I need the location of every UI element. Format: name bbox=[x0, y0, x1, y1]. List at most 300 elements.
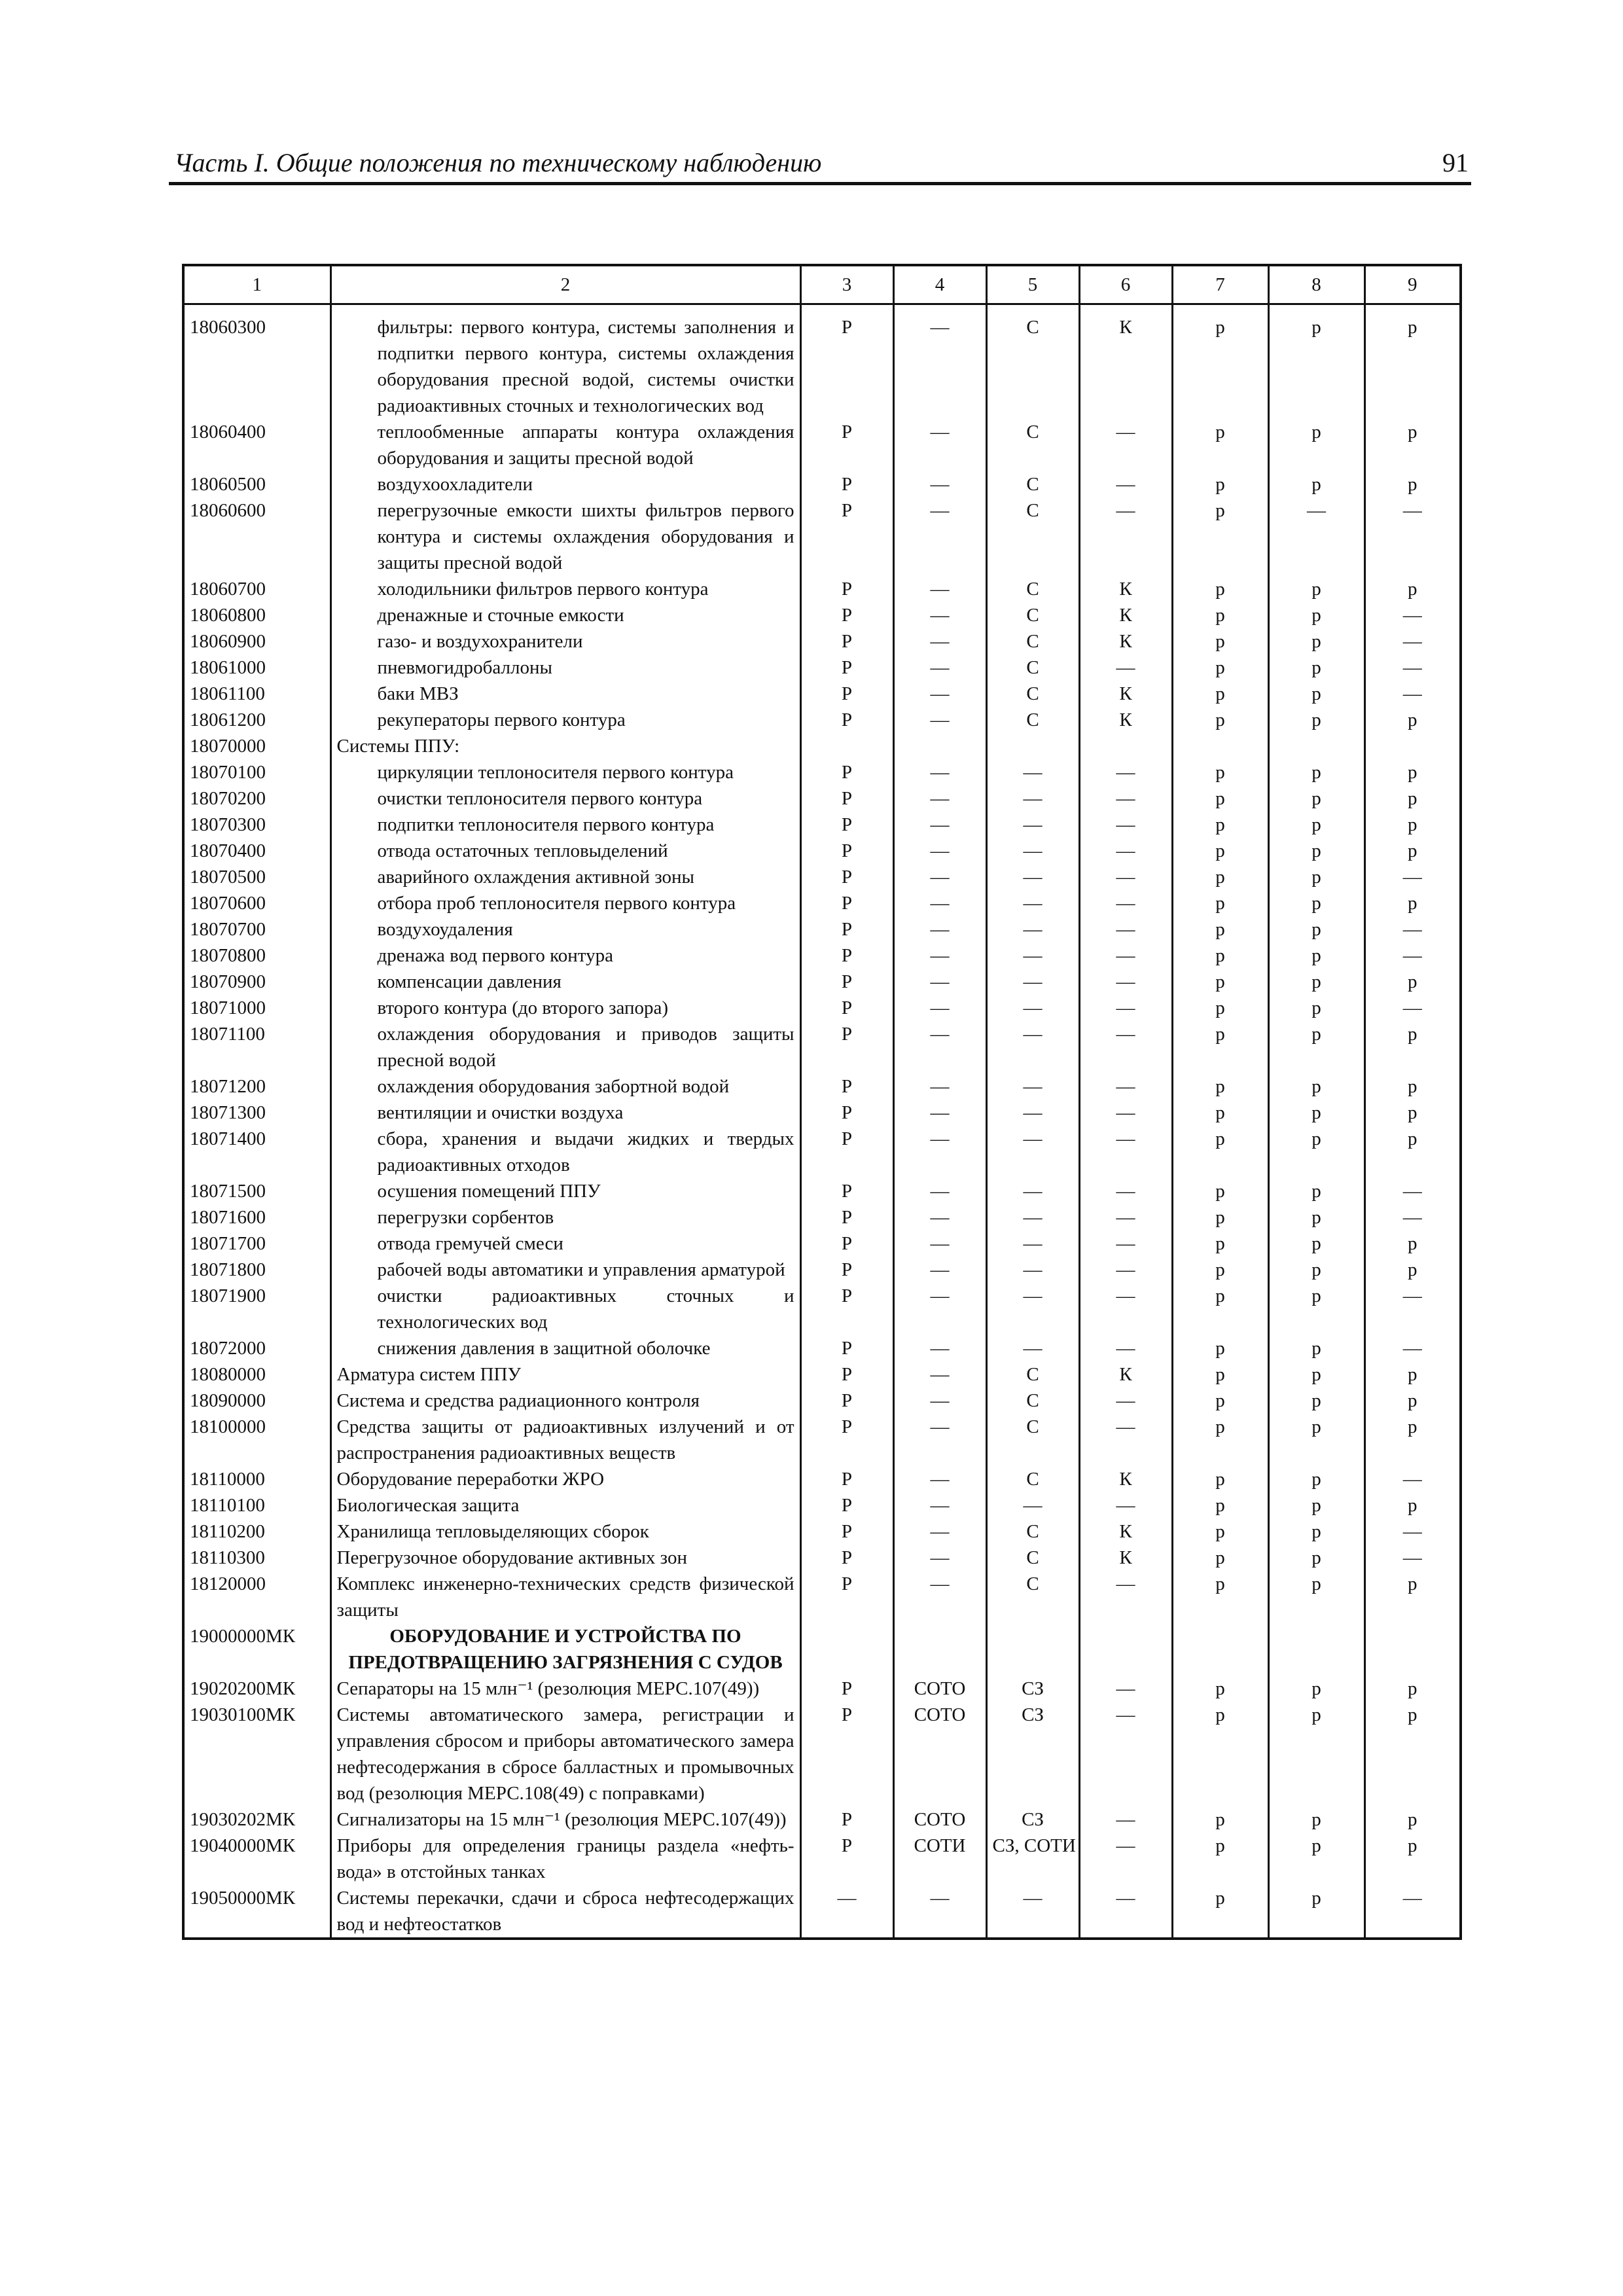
item-code: 18071800 bbox=[190, 1259, 266, 1280]
survey-cell-col5: С bbox=[986, 655, 1079, 681]
item-name: Средства защиты от радиоактивных излучений и от распространения радиоактивных веществ bbox=[330, 1414, 800, 1466]
item-code: 18070800 bbox=[190, 945, 266, 966]
item-code: 18071100 bbox=[190, 1024, 265, 1045]
survey-cell-col6: К bbox=[1079, 628, 1172, 655]
survey-cell-col7: р bbox=[1172, 1518, 1268, 1545]
item-name: циркуляции теплоносителя первого контура bbox=[330, 759, 800, 785]
survey-cell-col9: р bbox=[1364, 304, 1461, 420]
survey-cell-col9: р bbox=[1364, 1021, 1461, 1073]
survey-cell-col7: р bbox=[1172, 942, 1268, 969]
survey-cell-col3 bbox=[800, 1623, 893, 1676]
survey-cell-col7: р bbox=[1172, 1388, 1268, 1414]
survey-cell-col4: СОТИ bbox=[893, 1833, 986, 1885]
table-row bbox=[183, 1073, 1461, 1100]
survey-cell-col5: — bbox=[986, 1100, 1079, 1126]
survey-cell-col8: р bbox=[1268, 1833, 1364, 1885]
survey-cell-col4: — bbox=[893, 969, 986, 995]
item-name: подпитки теплоносителя первого контура bbox=[330, 812, 800, 838]
table-row bbox=[183, 1204, 1461, 1230]
survey-cell-col9: р bbox=[1364, 812, 1461, 838]
survey-cell-col4: — bbox=[893, 1466, 986, 1492]
survey-cell-col8: р bbox=[1268, 602, 1364, 628]
item-code: 18090000 bbox=[190, 1390, 266, 1411]
item-name: Системы перекачки, сдачи и сброса нефтесодержащих вод и нефтеостатков bbox=[330, 1885, 800, 1939]
item-code: 18070500 bbox=[190, 867, 266, 888]
table-row bbox=[183, 759, 1461, 785]
survey-cell-col3: Р bbox=[800, 576, 893, 602]
survey-cell-col6: — bbox=[1079, 942, 1172, 969]
survey-cell-col9: р bbox=[1364, 419, 1461, 471]
survey-cell-col9: р bbox=[1364, 1361, 1461, 1388]
item-name: Арматура систем ППУ bbox=[330, 1361, 800, 1388]
survey-cell-col6: — bbox=[1079, 1885, 1172, 1939]
survey-cell-col9: — bbox=[1364, 916, 1461, 942]
table-row bbox=[183, 838, 1461, 864]
survey-cell-col9: р bbox=[1364, 1100, 1461, 1126]
survey-cell-col5: — bbox=[986, 1178, 1079, 1204]
survey-cell-col3: Р bbox=[800, 1571, 893, 1623]
survey-cell-col5: С bbox=[986, 1545, 1079, 1571]
item-name: воздухоудаления bbox=[330, 916, 800, 942]
item-name: холодильники фильтров первого контура bbox=[330, 576, 800, 602]
survey-cell-col8: р bbox=[1268, 628, 1364, 655]
item-name: отвода остаточных тепловыделений bbox=[330, 838, 800, 864]
survey-cell-col4: — bbox=[893, 628, 986, 655]
survey-cell-col8: р bbox=[1268, 1100, 1364, 1126]
survey-cell-col8 bbox=[1268, 1623, 1364, 1676]
table-row bbox=[183, 890, 1461, 916]
survey-cell-col4: — bbox=[893, 497, 986, 576]
survey-cell-col8: р bbox=[1268, 1806, 1364, 1833]
survey-cell-col9: р bbox=[1364, 1073, 1461, 1100]
item-code: 18061100 bbox=[190, 683, 265, 704]
survey-cell-col3: Р bbox=[800, 304, 893, 420]
item-name: Система и средства радиационного контроля bbox=[330, 1388, 800, 1414]
survey-cell-col4: — bbox=[893, 1073, 986, 1100]
survey-cell-col6: К bbox=[1079, 1545, 1172, 1571]
survey-cell-col8: р bbox=[1268, 1545, 1364, 1571]
survey-cell-col7: р bbox=[1172, 655, 1268, 681]
survey-cell-col4: — bbox=[893, 655, 986, 681]
survey-cell-col4: — bbox=[893, 1204, 986, 1230]
survey-cell-col8: р bbox=[1268, 942, 1364, 969]
survey-cell-col9: — bbox=[1364, 497, 1461, 576]
item-name: воздухоохладители bbox=[330, 471, 800, 497]
item-name: Оборудование переработки ЖРО bbox=[330, 1466, 800, 1492]
survey-cell-col4: — bbox=[893, 1283, 986, 1335]
table-row bbox=[183, 995, 1461, 1021]
item-name: вентиляции и очистки воздуха bbox=[330, 1100, 800, 1126]
survey-cell-col4: — bbox=[893, 942, 986, 969]
table-row bbox=[183, 1676, 1461, 1702]
survey-cell-col8: р bbox=[1268, 576, 1364, 602]
survey-cell-col8: р bbox=[1268, 304, 1364, 420]
table-row bbox=[183, 471, 1461, 497]
item-name: теплообменные аппараты контура охлаждения оборудования и защиты пресной водой bbox=[330, 419, 800, 471]
item-code: 18071600 bbox=[190, 1207, 266, 1228]
table-row bbox=[183, 602, 1461, 628]
survey-cell-col3: Р bbox=[800, 838, 893, 864]
item-code: 18060700 bbox=[190, 579, 266, 600]
survey-cell-col9: р bbox=[1364, 838, 1461, 864]
survey-cell-col9: — bbox=[1364, 1545, 1461, 1571]
survey-cell-col7: р bbox=[1172, 1806, 1268, 1833]
survey-cell-col6: — bbox=[1079, 1100, 1172, 1126]
survey-cell-col4: — bbox=[893, 1230, 986, 1257]
survey-cell-col8: р bbox=[1268, 1230, 1364, 1257]
survey-cell-col8: р bbox=[1268, 1702, 1364, 1806]
survey-cell-col5: — bbox=[986, 1021, 1079, 1073]
survey-cell-col6: — bbox=[1079, 419, 1172, 471]
survey-cell-col5: — bbox=[986, 1230, 1079, 1257]
survey-cell-col4: — bbox=[893, 812, 986, 838]
survey-cell-col3: Р bbox=[800, 628, 893, 655]
item-code: 18072000 bbox=[190, 1338, 266, 1359]
survey-cell-col3: Р bbox=[800, 1283, 893, 1335]
item-code: 18071000 bbox=[190, 997, 266, 1018]
table-row bbox=[183, 942, 1461, 969]
survey-cell-col4: — bbox=[893, 1492, 986, 1518]
survey-cell-col7: р bbox=[1172, 1100, 1268, 1126]
survey-cell-col9: р bbox=[1364, 471, 1461, 497]
survey-cell-col5: — bbox=[986, 942, 1079, 969]
survey-cell-col8: р bbox=[1268, 1676, 1364, 1702]
survey-cell-col6: К bbox=[1079, 1518, 1172, 1545]
table-row bbox=[183, 497, 1461, 576]
item-code: 18120000 bbox=[190, 1573, 266, 1594]
survey-cell-col7: р bbox=[1172, 304, 1268, 420]
survey-cell-col5: — bbox=[986, 759, 1079, 785]
survey-cell-col8: р bbox=[1268, 1204, 1364, 1230]
survey-cell-col6: — bbox=[1079, 497, 1172, 576]
item-code: 18060800 bbox=[190, 605, 266, 626]
survey-cell-col7: р bbox=[1172, 681, 1268, 707]
survey-cell-col6: — bbox=[1079, 471, 1172, 497]
survey-cell-col5: С bbox=[986, 628, 1079, 655]
survey-cell-col8: р bbox=[1268, 1021, 1364, 1073]
survey-cell-col3: Р bbox=[800, 1414, 893, 1466]
survey-cell-col6: К bbox=[1079, 707, 1172, 733]
survey-cell-col4: — bbox=[893, 576, 986, 602]
survey-cell-col4: — bbox=[893, 1257, 986, 1283]
item-name: отбора проб теплоносителя первого контура bbox=[330, 890, 800, 916]
survey-cell-col3: Р bbox=[800, 655, 893, 681]
survey-cell-col7: р bbox=[1172, 628, 1268, 655]
survey-cell-col5 bbox=[986, 733, 1079, 759]
survey-cell-col8: р bbox=[1268, 916, 1364, 942]
survey-cell-col7: р bbox=[1172, 1335, 1268, 1361]
survey-cell-col9: р bbox=[1364, 1414, 1461, 1466]
table-row bbox=[183, 1021, 1461, 1073]
table-body bbox=[183, 304, 1461, 1939]
table-row bbox=[183, 1833, 1461, 1885]
survey-cell-col8: р bbox=[1268, 838, 1364, 864]
survey-cell-col9: — bbox=[1364, 942, 1461, 969]
survey-cell-col3: Р bbox=[800, 942, 893, 969]
survey-cell-col3: Р bbox=[800, 471, 893, 497]
item-name: Сепараторы на 15 млн⁻¹ (резолюция МЕРС.107(49)) bbox=[330, 1676, 800, 1702]
survey-cell-col7: р bbox=[1172, 497, 1268, 576]
survey-cell-col7: р bbox=[1172, 1414, 1268, 1466]
table-row bbox=[183, 1283, 1461, 1335]
item-code: 18071300 bbox=[190, 1102, 266, 1123]
table-row bbox=[183, 1571, 1461, 1623]
survey-cell-col4: — bbox=[893, 304, 986, 420]
survey-cell-col6: — bbox=[1079, 655, 1172, 681]
survey-cell-col6: — bbox=[1079, 995, 1172, 1021]
survey-cell-col5: — bbox=[986, 812, 1079, 838]
survey-cell-col9: — bbox=[1364, 1335, 1461, 1361]
survey-cell-col8: р bbox=[1268, 1571, 1364, 1623]
survey-cell-col8: р bbox=[1268, 1466, 1364, 1492]
item-code: 18070000 bbox=[190, 736, 266, 757]
survey-cell-col8: р bbox=[1268, 995, 1364, 1021]
survey-cell-col8: р bbox=[1268, 1492, 1364, 1518]
survey-cell-col4: — bbox=[893, 995, 986, 1021]
survey-cell-col4: — bbox=[893, 1178, 986, 1204]
item-name: второго контура (до второго запора) bbox=[330, 995, 800, 1021]
survey-cell-col5: — bbox=[986, 969, 1079, 995]
survey-cell-col7: р bbox=[1172, 759, 1268, 785]
survey-cell-col8: р bbox=[1268, 655, 1364, 681]
survey-cell-col5: СЗ bbox=[986, 1676, 1079, 1702]
survey-cell-col8: р bbox=[1268, 1073, 1364, 1100]
column-header: 9 bbox=[1364, 265, 1461, 304]
survey-cell-col5: — bbox=[986, 890, 1079, 916]
survey-cell-col9: р bbox=[1364, 1571, 1461, 1623]
survey-cell-col7 bbox=[1172, 1623, 1268, 1676]
survey-cell-col5: С bbox=[986, 576, 1079, 602]
survey-cell-col8: — bbox=[1268, 497, 1364, 576]
survey-cell-col5: — bbox=[986, 1283, 1079, 1335]
survey-cell-col3: Р bbox=[800, 1492, 893, 1518]
survey-cell-col3: Р bbox=[800, 812, 893, 838]
column-header: 6 bbox=[1079, 265, 1172, 304]
table-row bbox=[183, 1230, 1461, 1257]
item-code: 18110200 bbox=[190, 1521, 265, 1542]
item-name: охлаждения оборудования и приводов защиты пресной водой bbox=[330, 1021, 800, 1073]
survey-cell-col7: р bbox=[1172, 1676, 1268, 1702]
item-name: рабочей воды автоматики и управления арматурой bbox=[330, 1257, 800, 1283]
survey-cell-col9: р bbox=[1364, 1833, 1461, 1885]
survey-cell-col6: — bbox=[1079, 1702, 1172, 1806]
item-name: пневмогидробаллоны bbox=[330, 655, 800, 681]
survey-cell-col9: р bbox=[1364, 1676, 1461, 1702]
survey-cell-col5: — bbox=[986, 864, 1079, 890]
survey-cell-col8: р bbox=[1268, 969, 1364, 995]
survey-cell-col9: р bbox=[1364, 969, 1461, 995]
survey-cell-col3: Р bbox=[800, 1833, 893, 1885]
survey-cell-col9: — bbox=[1364, 1204, 1461, 1230]
survey-cell-col9 bbox=[1364, 1623, 1461, 1676]
item-name: охлаждения оборудования забортной водой bbox=[330, 1073, 800, 1100]
survey-cell-col9: р bbox=[1364, 576, 1461, 602]
survey-cell-col6: — bbox=[1079, 1571, 1172, 1623]
item-name: осушения помещений ППУ bbox=[330, 1178, 800, 1204]
survey-cell-col3: Р bbox=[800, 1335, 893, 1361]
survey-cell-col5: СЗ bbox=[986, 1806, 1079, 1833]
survey-cell-col9: — bbox=[1364, 602, 1461, 628]
item-name: дренажа вод первого контура bbox=[330, 942, 800, 969]
item-code: 18070200 bbox=[190, 788, 266, 809]
table-row bbox=[183, 1257, 1461, 1283]
survey-cell-col5: — bbox=[986, 1885, 1079, 1939]
survey-cell-col3: Р bbox=[800, 1178, 893, 1204]
survey-cell-col3: Р bbox=[800, 1230, 893, 1257]
survey-cell-col7: р bbox=[1172, 576, 1268, 602]
survey-cell-col3: Р bbox=[800, 890, 893, 916]
survey-cell-col5: С bbox=[986, 681, 1079, 707]
survey-cell-col7: р bbox=[1172, 1126, 1268, 1178]
survey-cell-col6: — bbox=[1079, 864, 1172, 890]
survey-cell-col6: — bbox=[1079, 1021, 1172, 1073]
survey-cell-col9: р bbox=[1364, 890, 1461, 916]
survey-cell-col5: С bbox=[986, 707, 1079, 733]
survey-cell-col5: — bbox=[986, 995, 1079, 1021]
survey-cell-col3: Р bbox=[800, 1257, 893, 1283]
section-heading: ОБОРУДОВАНИЕ И УСТРОЙСТВА ПО ПРЕДОТВРАЩЕНИЮ ЗАГРЯЗНЕНИЯ С СУДОВ bbox=[330, 1623, 800, 1676]
survey-cell-col3: Р bbox=[800, 1676, 893, 1702]
survey-cell-col8: р bbox=[1268, 1518, 1364, 1545]
survey-cell-col8: р bbox=[1268, 471, 1364, 497]
survey-cell-col6 bbox=[1079, 1623, 1172, 1676]
survey-cell-col3: Р bbox=[800, 1466, 893, 1492]
survey-cell-col4: — bbox=[893, 1885, 986, 1939]
item-code: 18071900 bbox=[190, 1285, 266, 1306]
survey-cell-col6: — bbox=[1079, 759, 1172, 785]
survey-cell-col5: — bbox=[986, 838, 1079, 864]
column-header: 8 bbox=[1268, 265, 1364, 304]
survey-cell-col6: — bbox=[1079, 1388, 1172, 1414]
table-row bbox=[183, 304, 1461, 420]
survey-cell-col7: р bbox=[1172, 1702, 1268, 1806]
survey-cell-col4: — bbox=[893, 785, 986, 812]
table-row bbox=[183, 812, 1461, 838]
item-code: 19030202МК bbox=[190, 1809, 296, 1830]
survey-cell-col8: р bbox=[1268, 1388, 1364, 1414]
survey-cell-col4: СОТО bbox=[893, 1676, 986, 1702]
table-row bbox=[183, 733, 1461, 759]
survey-cell-col5: — bbox=[986, 1492, 1079, 1518]
survey-cell-col9: — bbox=[1364, 995, 1461, 1021]
survey-cell-col7: р bbox=[1172, 1361, 1268, 1388]
survey-cell-col7: р bbox=[1172, 707, 1268, 733]
item-code: 18071500 bbox=[190, 1181, 266, 1202]
survey-cell-col4: — bbox=[893, 1100, 986, 1126]
item-code: 18071400 bbox=[190, 1128, 266, 1149]
survey-cell-col3: Р bbox=[800, 1073, 893, 1100]
survey-cell-col7: р bbox=[1172, 1257, 1268, 1283]
survey-cell-col7: р bbox=[1172, 1230, 1268, 1257]
table-row bbox=[183, 655, 1461, 681]
survey-cell-col4: — bbox=[893, 916, 986, 942]
survey-cell-col4: — bbox=[893, 1545, 986, 1571]
item-name: снижения давления в защитной оболочке bbox=[330, 1335, 800, 1361]
survey-cell-col3: Р bbox=[800, 759, 893, 785]
item-code: 18060900 bbox=[190, 631, 266, 652]
survey-cell-col4: СОТО bbox=[893, 1702, 986, 1806]
column-header: 1 bbox=[183, 265, 330, 304]
item-name: Приборы для определения границы раздела «нефть-вода» в отстойных танках bbox=[330, 1833, 800, 1885]
survey-cell-col7: р bbox=[1172, 1492, 1268, 1518]
survey-cell-col6: — bbox=[1079, 838, 1172, 864]
survey-cell-col7: р bbox=[1172, 890, 1268, 916]
item-code: 18071200 bbox=[190, 1076, 266, 1097]
survey-cell-col9: — bbox=[1364, 655, 1461, 681]
item-name: очистки радиоактивных сточных и технологических вод bbox=[330, 1283, 800, 1335]
survey-cell-col4: — bbox=[893, 1126, 986, 1178]
column-header: 7 bbox=[1172, 265, 1268, 304]
survey-cell-col6: К bbox=[1079, 681, 1172, 707]
table-row bbox=[183, 1126, 1461, 1178]
survey-cell-col7: р bbox=[1172, 602, 1268, 628]
table-row bbox=[183, 576, 1461, 602]
item-code: 18060600 bbox=[190, 500, 266, 521]
survey-cell-col9: р bbox=[1364, 785, 1461, 812]
survey-cell-col6: — bbox=[1079, 916, 1172, 942]
survey-cell-col6: — bbox=[1079, 1178, 1172, 1204]
table-row bbox=[183, 1361, 1461, 1388]
survey-cell-col9: — bbox=[1364, 1466, 1461, 1492]
survey-cell-col5: — bbox=[986, 1335, 1079, 1361]
table-row bbox=[183, 1100, 1461, 1126]
survey-cell-col7: р bbox=[1172, 1885, 1268, 1939]
survey-cell-col5: С bbox=[986, 1466, 1079, 1492]
survey-cell-col3: Р bbox=[800, 419, 893, 471]
item-name: Перегрузочное оборудование активных зон bbox=[330, 1545, 800, 1571]
column-number-row bbox=[183, 265, 1461, 304]
survey-cell-col3: Р bbox=[800, 602, 893, 628]
survey-cell-col9: р bbox=[1364, 707, 1461, 733]
table-row bbox=[183, 681, 1461, 707]
item-code: 18070900 bbox=[190, 971, 266, 992]
survey-cell-col6: — bbox=[1079, 1676, 1172, 1702]
item-name: перегрузочные емкости шихты фильтров первого контура и системы охлаждения оборудования и защиты пресной водой bbox=[330, 497, 800, 576]
survey-cell-col6: — bbox=[1079, 785, 1172, 812]
survey-cell-col3: Р bbox=[800, 785, 893, 812]
survey-cell-col7: р bbox=[1172, 785, 1268, 812]
survey-cell-col3: Р bbox=[800, 1806, 893, 1833]
classification-table bbox=[182, 264, 1462, 1940]
survey-cell-col9: р bbox=[1364, 1126, 1461, 1178]
survey-cell-col5: С bbox=[986, 419, 1079, 471]
survey-cell-col8: р bbox=[1268, 1335, 1364, 1361]
item-name: Биологическая защита bbox=[330, 1492, 800, 1518]
survey-cell-col6: — bbox=[1079, 1204, 1172, 1230]
survey-cell-col8: р bbox=[1268, 785, 1364, 812]
survey-cell-col5: — bbox=[986, 1073, 1079, 1100]
table-row bbox=[183, 628, 1461, 655]
survey-cell-col4: — bbox=[893, 864, 986, 890]
survey-cell-col9: — bbox=[1364, 681, 1461, 707]
survey-cell-col5: С bbox=[986, 1518, 1079, 1545]
survey-cell-col5: С bbox=[986, 602, 1079, 628]
item-name: дренажные и сточные емкости bbox=[330, 602, 800, 628]
survey-cell-col8: р bbox=[1268, 1283, 1364, 1335]
survey-cell-col5: — bbox=[986, 1257, 1079, 1283]
survey-cell-col4: — bbox=[893, 838, 986, 864]
survey-cell-col3: — bbox=[800, 1885, 893, 1939]
item-name: перегрузки сорбентов bbox=[330, 1204, 800, 1230]
item-name: Сигнализаторы на 15 млн⁻¹ (резолюция МЕРС.107(49)) bbox=[330, 1806, 800, 1833]
survey-cell-col4: — bbox=[893, 471, 986, 497]
survey-cell-col8: р bbox=[1268, 1885, 1364, 1939]
survey-cell-col5: — bbox=[986, 916, 1079, 942]
item-name: баки МВЗ bbox=[330, 681, 800, 707]
survey-cell-col3: Р bbox=[800, 1388, 893, 1414]
survey-cell-col6: — bbox=[1079, 890, 1172, 916]
survey-cell-col7: р bbox=[1172, 812, 1268, 838]
